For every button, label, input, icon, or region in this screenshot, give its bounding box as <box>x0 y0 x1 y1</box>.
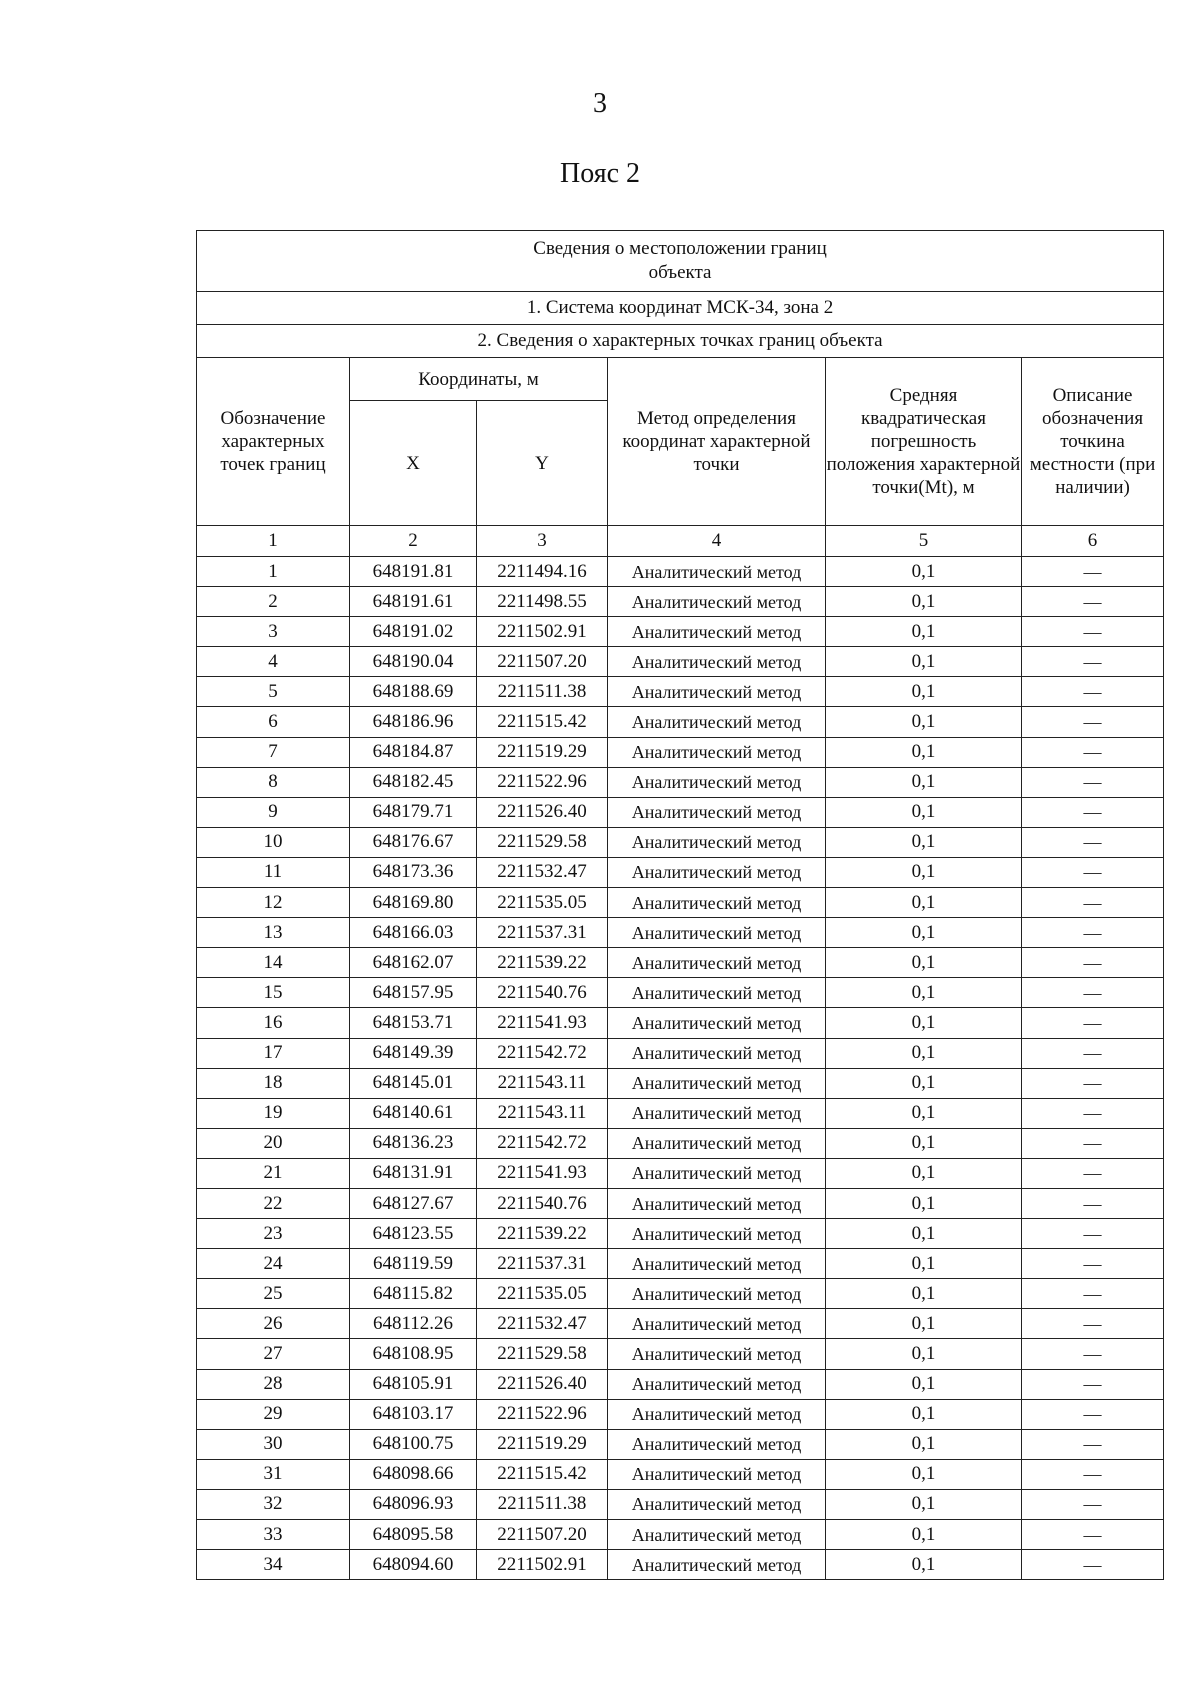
table-row <box>197 918 1164 948</box>
method-cell: Аналитический метод <box>608 1098 826 1128</box>
method-cell: Аналитический метод <box>608 587 826 617</box>
point-number-cell: 7 <box>197 737 350 767</box>
description-cell: — <box>1022 1068 1164 1098</box>
table-row <box>197 1219 1164 1249</box>
table-row <box>197 647 1164 677</box>
point-number-cell: 27 <box>197 1339 350 1369</box>
table-row <box>197 557 1164 587</box>
mt-error-cell: 0,1 <box>826 677 1022 707</box>
point-number-cell: 12 <box>197 888 350 918</box>
mt-error-cell: 0,1 <box>826 1399 1022 1429</box>
table-row <box>197 857 1164 887</box>
y-coordinate-cell: 2211532.47 <box>477 1309 608 1339</box>
description-cell: — <box>1022 1249 1164 1279</box>
point-number-cell: 6 <box>197 707 350 737</box>
description-cell: — <box>1022 1429 1164 1459</box>
mt-error-cell: 0,1 <box>826 1279 1022 1309</box>
point-number-cell: 16 <box>197 1008 350 1038</box>
zone-title: Пояс 2 <box>560 158 640 189</box>
description-cell: — <box>1022 1158 1164 1188</box>
x-coordinate-cell: 648191.02 <box>350 617 477 647</box>
x-coordinate-cell: 648136.23 <box>350 1128 477 1158</box>
mt-error-cell: 0,1 <box>826 557 1022 587</box>
description-cell: — <box>1022 1489 1164 1519</box>
x-coordinate-cell: 648169.80 <box>350 888 477 918</box>
mt-error-cell: 0,1 <box>826 1520 1022 1550</box>
mt-error-cell: 0,1 <box>826 1459 1022 1489</box>
point-number-cell: 15 <box>197 978 350 1008</box>
y-coordinate-cell: 2211539.22 <box>477 1219 608 1249</box>
method-cell: Аналитический метод <box>608 1369 826 1399</box>
y-coordinate-cell: 2211522.96 <box>477 1399 608 1429</box>
table-row <box>197 797 1164 827</box>
description-cell: — <box>1022 1008 1164 1038</box>
mt-error-cell: 0,1 <box>826 1550 1022 1580</box>
coordinate-system: 1. Система координат МСК-34, зона 2 <box>197 292 1164 325</box>
mt-error-cell: 0,1 <box>826 1188 1022 1218</box>
y-coordinate-cell: 2211519.29 <box>477 737 608 767</box>
table-row <box>197 1369 1164 1399</box>
method-cell: Аналитический метод <box>608 1158 826 1188</box>
x-coordinate-cell: 648173.36 <box>350 857 477 887</box>
method-cell: Аналитический метод <box>608 1520 826 1550</box>
mt-error-cell: 0,1 <box>826 1038 1022 1068</box>
point-number-cell: 25 <box>197 1279 350 1309</box>
description-cell: — <box>1022 978 1164 1008</box>
point-number-cell: 22 <box>197 1188 350 1218</box>
method-cell: Аналитический метод <box>608 1309 826 1339</box>
method-cell: Аналитический метод <box>608 1219 826 1249</box>
x-coordinate-cell: 648190.04 <box>350 647 477 677</box>
description-cell: — <box>1022 1369 1164 1399</box>
method-cell: Аналитический метод <box>608 1279 826 1309</box>
description-cell: — <box>1022 1399 1164 1429</box>
x-coordinate-cell: 648096.93 <box>350 1489 477 1519</box>
column-number: 2 <box>350 526 477 557</box>
x-coordinate-cell: 648153.71 <box>350 1008 477 1038</box>
mt-error-cell: 0,1 <box>826 737 1022 767</box>
x-coordinate-cell: 648191.61 <box>350 587 477 617</box>
table-title-cell <box>197 231 1164 292</box>
x-coordinate-cell: 648112.26 <box>350 1309 477 1339</box>
mt-error-cell: 0,1 <box>826 1339 1022 1369</box>
point-number-cell: 3 <box>197 617 350 647</box>
method-cell: Аналитический метод <box>608 1038 826 1068</box>
x-coordinate-cell: 648188.69 <box>350 677 477 707</box>
point-number-cell: 26 <box>197 1309 350 1339</box>
x-coordinate-cell: 648166.03 <box>350 918 477 948</box>
mt-error-cell: 0,1 <box>826 1489 1022 1519</box>
y-coordinate-cell: 2211542.72 <box>477 1038 608 1068</box>
point-number-cell: 30 <box>197 1429 350 1459</box>
table-row <box>197 617 1164 647</box>
method-cell: Аналитический метод <box>608 557 826 587</box>
mt-error-cell: 0,1 <box>826 587 1022 617</box>
y-coordinate-cell: 2211537.31 <box>477 1249 608 1279</box>
y-coordinate-cell: 2211540.76 <box>477 978 608 1008</box>
method-cell: Аналитический метод <box>608 857 826 887</box>
method-cell: Аналитический метод <box>608 767 826 797</box>
point-number-cell: 21 <box>197 1158 350 1188</box>
mt-error-cell: 0,1 <box>826 888 1022 918</box>
point-number-cell: 2 <box>197 587 350 617</box>
mt-error-cell: 0,1 <box>826 1008 1022 1038</box>
header-point-designation: Обозначение характерных точек границ <box>197 358 350 526</box>
header-description: Описание обозначения точкина местности (при наличии) <box>1022 358 1164 526</box>
description-cell: — <box>1022 1309 1164 1339</box>
description-cell: — <box>1022 888 1164 918</box>
method-cell: Аналитический метод <box>608 948 826 978</box>
description-cell: — <box>1022 707 1164 737</box>
mt-error-cell: 0,1 <box>826 767 1022 797</box>
table-row <box>197 1520 1164 1550</box>
table-row <box>197 677 1164 707</box>
y-coordinate-cell: 2211502.91 <box>477 1550 608 1580</box>
table-row <box>197 1249 1164 1279</box>
method-cell: Аналитический метод <box>608 1429 826 1459</box>
table-row <box>197 1339 1164 1369</box>
points-section-title: 2. Сведения о характерных точках границ объекта <box>197 325 1164 358</box>
column-number: 6 <box>1022 526 1164 557</box>
point-number-cell: 14 <box>197 948 350 978</box>
x-coordinate-cell: 648157.95 <box>350 978 477 1008</box>
x-coordinate-cell: 648103.17 <box>350 1399 477 1429</box>
description-cell: — <box>1022 557 1164 587</box>
point-number-cell: 10 <box>197 827 350 857</box>
table-row <box>197 1429 1164 1459</box>
description-cell: — <box>1022 1219 1164 1249</box>
y-coordinate-cell: 2211507.20 <box>477 647 608 677</box>
y-coordinate-cell: 2211529.58 <box>477 1339 608 1369</box>
method-cell: Аналитический метод <box>608 1459 826 1489</box>
x-coordinate-cell: 648162.07 <box>350 948 477 978</box>
point-number-cell: 18 <box>197 1068 350 1098</box>
y-coordinate-cell: 2211535.05 <box>477 1279 608 1309</box>
description-cell: — <box>1022 857 1164 887</box>
x-coordinate-cell: 648140.61 <box>350 1098 477 1128</box>
method-cell: Аналитический метод <box>608 1068 826 1098</box>
table-row <box>197 948 1164 978</box>
x-coordinate-cell: 648098.66 <box>350 1459 477 1489</box>
x-coordinate-cell: 648191.81 <box>350 557 477 587</box>
mt-error-cell: 0,1 <box>826 1158 1022 1188</box>
point-number-cell: 29 <box>197 1399 350 1429</box>
y-coordinate-cell: 2211535.05 <box>477 888 608 918</box>
column-number: 5 <box>826 526 1022 557</box>
point-number-cell: 1 <box>197 557 350 587</box>
mt-error-cell: 0,1 <box>826 797 1022 827</box>
mt-error-cell: 0,1 <box>826 1219 1022 1249</box>
y-coordinate-cell: 2211502.91 <box>477 617 608 647</box>
y-coordinate-cell: 2211541.93 <box>477 1158 608 1188</box>
mt-error-cell: 0,1 <box>826 1309 1022 1339</box>
point-number-cell: 33 <box>197 1520 350 1550</box>
description-cell: — <box>1022 1550 1164 1580</box>
table-row <box>197 1459 1164 1489</box>
header-method: Метод определения координат характерной точки <box>608 358 826 526</box>
table-row <box>197 1008 1164 1038</box>
point-number-cell: 9 <box>197 797 350 827</box>
table-row <box>197 1489 1164 1519</box>
y-coordinate-cell: 2211494.16 <box>477 557 608 587</box>
point-number-cell: 34 <box>197 1550 350 1580</box>
y-coordinate-cell: 2211519.29 <box>477 1429 608 1459</box>
x-coordinate-cell: 648123.55 <box>350 1219 477 1249</box>
description-cell: — <box>1022 1459 1164 1489</box>
mt-error-cell: 0,1 <box>826 857 1022 887</box>
column-number: 4 <box>608 526 826 557</box>
table-row <box>197 1399 1164 1429</box>
method-cell: Аналитический метод <box>608 1550 826 1580</box>
method-cell: Аналитический метод <box>608 1339 826 1369</box>
column-number: 1 <box>197 526 350 557</box>
method-cell: Аналитический метод <box>608 888 826 918</box>
table-row <box>197 1038 1164 1068</box>
table-title: Сведения о местоположении границ объекта <box>533 238 827 283</box>
x-coordinate-cell: 648179.71 <box>350 797 477 827</box>
mt-error-cell: 0,1 <box>826 827 1022 857</box>
description-cell: — <box>1022 1188 1164 1218</box>
y-coordinate-cell: 2211522.96 <box>477 767 608 797</box>
x-coordinate-cell: 648119.59 <box>350 1249 477 1279</box>
method-cell: Аналитический метод <box>608 1489 826 1519</box>
y-coordinate-cell: 2211543.11 <box>477 1098 608 1128</box>
description-cell: — <box>1022 1520 1164 1550</box>
mt-error-cell: 0,1 <box>826 647 1022 677</box>
method-cell: Аналитический метод <box>608 1399 826 1429</box>
mt-error-cell: 0,1 <box>826 617 1022 647</box>
y-coordinate-cell: 2211526.40 <box>477 797 608 827</box>
page-number: 3 <box>593 88 607 119</box>
description-cell: — <box>1022 617 1164 647</box>
method-cell: Аналитический метод <box>608 677 826 707</box>
y-coordinate-cell: 2211541.93 <box>477 1008 608 1038</box>
table-row <box>197 827 1164 857</box>
y-coordinate-cell: 2211498.55 <box>477 587 608 617</box>
table-row <box>197 888 1164 918</box>
point-number-cell: 31 <box>197 1459 350 1489</box>
y-coordinate-cell: 2211543.11 <box>477 1068 608 1098</box>
mt-error-cell: 0,1 <box>826 1068 1022 1098</box>
method-cell: Аналитический метод <box>608 617 826 647</box>
point-number-cell: 19 <box>197 1098 350 1128</box>
point-number-cell: 8 <box>197 767 350 797</box>
point-number-cell: 5 <box>197 677 350 707</box>
table-row <box>197 1188 1164 1218</box>
y-coordinate-cell: 2211511.38 <box>477 677 608 707</box>
x-coordinate-cell: 648131.91 <box>350 1158 477 1188</box>
table-row <box>197 1128 1164 1158</box>
y-coordinate-cell: 2211539.22 <box>477 948 608 978</box>
x-coordinate-cell: 648176.67 <box>350 827 477 857</box>
method-cell: Аналитический метод <box>608 1128 826 1158</box>
description-cell: — <box>1022 948 1164 978</box>
x-coordinate-cell: 648186.96 <box>350 707 477 737</box>
x-coordinate-cell: 648095.58 <box>350 1520 477 1550</box>
point-number-cell: 11 <box>197 857 350 887</box>
table-row <box>197 1098 1164 1128</box>
x-coordinate-cell: 648115.82 <box>350 1279 477 1309</box>
y-coordinate-cell: 2211537.31 <box>477 918 608 948</box>
point-number-cell: 24 <box>197 1249 350 1279</box>
y-coordinate-cell: 2211540.76 <box>477 1188 608 1218</box>
mt-error-cell: 0,1 <box>826 948 1022 978</box>
method-cell: Аналитический метод <box>608 978 826 1008</box>
table-row <box>197 767 1164 797</box>
table-row <box>197 587 1164 617</box>
description-cell: — <box>1022 1339 1164 1369</box>
column-number: 3 <box>477 526 608 557</box>
point-number-cell: 13 <box>197 918 350 948</box>
y-coordinate-cell: 2211515.42 <box>477 707 608 737</box>
mt-error-cell: 0,1 <box>826 1429 1022 1459</box>
header-error: Средняя квадратическая погрешность положения характерной точки(Mt), м <box>826 358 1022 526</box>
y-coordinate-cell: 2211532.47 <box>477 857 608 887</box>
mt-error-cell: 0,1 <box>826 707 1022 737</box>
method-cell: Аналитический метод <box>608 707 826 737</box>
y-coordinate-cell: 2211507.20 <box>477 1520 608 1550</box>
method-cell: Аналитический метод <box>608 827 826 857</box>
description-cell: — <box>1022 1038 1164 1068</box>
header-coordinates: Координаты, м <box>350 358 608 401</box>
x-coordinate-cell: 648105.91 <box>350 1369 477 1399</box>
header-x: X <box>350 401 477 526</box>
x-coordinate-cell: 648100.75 <box>350 1429 477 1459</box>
table-row <box>197 1158 1164 1188</box>
method-cell: Аналитический метод <box>608 1188 826 1218</box>
description-cell: — <box>1022 827 1164 857</box>
table-row <box>197 978 1164 1008</box>
method-cell: Аналитический метод <box>608 1249 826 1279</box>
description-cell: — <box>1022 918 1164 948</box>
y-coordinate-cell: 2211529.58 <box>477 827 608 857</box>
y-coordinate-cell: 2211511.38 <box>477 1489 608 1519</box>
description-cell: — <box>1022 767 1164 797</box>
y-coordinate-cell: 2211515.42 <box>477 1459 608 1489</box>
description-cell: — <box>1022 1128 1164 1158</box>
mt-error-cell: 0,1 <box>826 978 1022 1008</box>
mt-error-cell: 0,1 <box>826 1369 1022 1399</box>
x-coordinate-cell: 648094.60 <box>350 1550 477 1580</box>
header-y: Y <box>477 401 608 526</box>
description-cell: — <box>1022 797 1164 827</box>
y-coordinate-cell: 2211542.72 <box>477 1128 608 1158</box>
point-number-cell: 28 <box>197 1369 350 1399</box>
method-cell: Аналитический метод <box>608 797 826 827</box>
table-row <box>197 1309 1164 1339</box>
boundary-points-table <box>196 230 1164 1580</box>
point-number-cell: 32 <box>197 1489 350 1519</box>
point-number-cell: 20 <box>197 1128 350 1158</box>
x-coordinate-cell: 648182.45 <box>350 767 477 797</box>
point-number-cell: 4 <box>197 647 350 677</box>
x-coordinate-cell: 648108.95 <box>350 1339 477 1369</box>
table-row <box>197 1279 1164 1309</box>
description-cell: — <box>1022 1098 1164 1128</box>
table-row <box>197 737 1164 767</box>
description-cell: — <box>1022 647 1164 677</box>
mt-error-cell: 0,1 <box>826 1249 1022 1279</box>
y-coordinate-cell: 2211526.40 <box>477 1369 608 1399</box>
mt-error-cell: 0,1 <box>826 1128 1022 1158</box>
x-coordinate-cell: 648145.01 <box>350 1068 477 1098</box>
description-cell: — <box>1022 587 1164 617</box>
method-cell: Аналитический метод <box>608 737 826 767</box>
table-row <box>197 1068 1164 1098</box>
x-coordinate-cell: 648184.87 <box>350 737 477 767</box>
table-row <box>197 1550 1164 1580</box>
description-cell: — <box>1022 1279 1164 1309</box>
method-cell: Аналитический метод <box>608 1008 826 1038</box>
mt-error-cell: 0,1 <box>826 918 1022 948</box>
method-cell: Аналитический метод <box>608 647 826 677</box>
x-coordinate-cell: 648149.39 <box>350 1038 477 1068</box>
description-cell: — <box>1022 737 1164 767</box>
table-row <box>197 707 1164 737</box>
table-body <box>197 557 1164 1580</box>
point-number-cell: 17 <box>197 1038 350 1068</box>
x-coordinate-cell: 648127.67 <box>350 1188 477 1218</box>
description-cell: — <box>1022 677 1164 707</box>
method-cell: Аналитический метод <box>608 918 826 948</box>
point-number-cell: 23 <box>197 1219 350 1249</box>
mt-error-cell: 0,1 <box>826 1098 1022 1128</box>
